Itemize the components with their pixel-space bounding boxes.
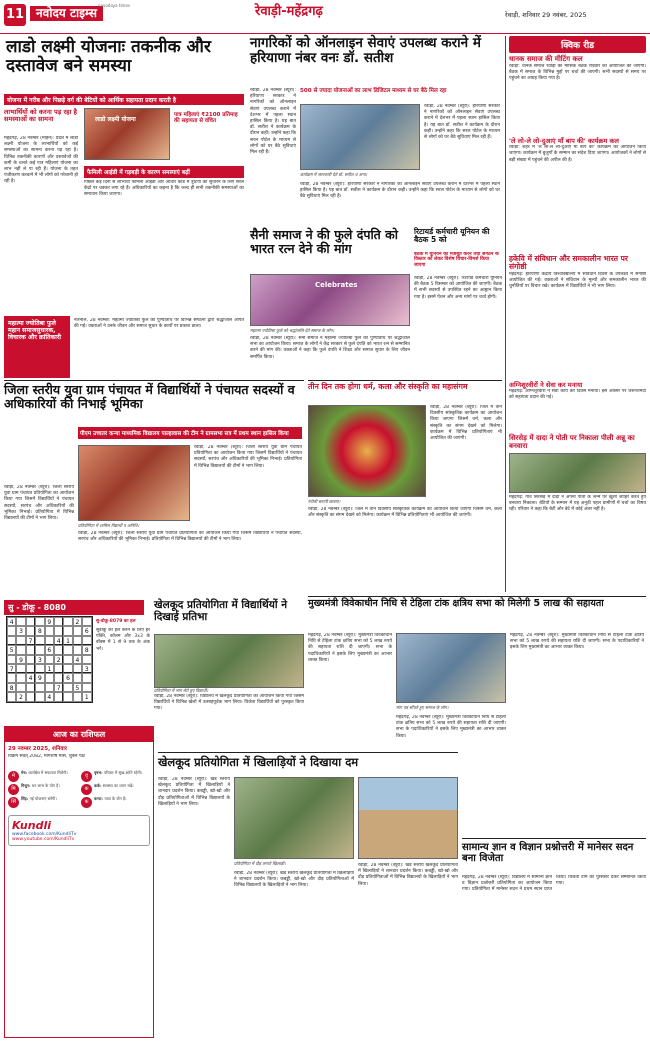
section-title: रेवाड़ी-महेंद्रगढ़: [255, 4, 323, 19]
body-right: रेवाड़ी, 28 नवम्बर (ब्यूरो): जिले में तीन दिवसीय सांस्कृतिक कार्यक्रम का आयोजन किया जाएगा जिसमें धर्म, कला और संस्कृति का संगम देखने को मिलेगा। कार्यक्रम में विभिन्न प्रतियोगिताएं भी आयोजित की जाएंगी।: [430, 405, 502, 442]
bullet: बैठक में यूनियन को मजबूत करने तथा संगठन के विस्तार को लेकर विशेष विचार-विमर्श किया जाएगा: [414, 252, 499, 268]
zodiac-item: [81, 797, 150, 808]
ad-brand: Kundli: [12, 819, 51, 832]
sudoku-cell: 1: [82, 692, 91, 701]
headline: रिटायर्ड कर्मचारी यूनियन की बैठक 5 को: [414, 227, 490, 245]
zodiac-sign-icon: मि: [8, 784, 19, 795]
sudoku-cell: 5: [7, 645, 16, 654]
headline: तीन दिन तक होगा धर्म, कला और संस्कृति का महासंगम: [308, 382, 468, 391]
zodiac-text: मिथुन: धन लाभ के योग हैं।: [21, 783, 60, 788]
zodiac-name: वृषभ:: [94, 770, 105, 775]
sudoku-title: सु - डोकू - 8080: [4, 600, 144, 615]
story-gk-quiz: [462, 838, 646, 1038]
zodiac-sign-icon: सिं: [8, 797, 19, 808]
sudoku-cell: [63, 664, 72, 673]
zodiac-item: [8, 797, 77, 808]
headline: सामान्य ज्ञान व विज्ञान प्रश्नोत्तरी में मानेसर सदन बना विजेता: [462, 842, 634, 865]
headline: मुख्यमंत्री विवेकाधीन निधि से टेहिला टांक क्षत्रिय सभा को मिलेगी 5 लाख की सहायता: [308, 598, 604, 609]
sidebar-h1: धानक समाज की मीटिंग कल: [509, 55, 583, 63]
sudoku-cell: 4: [73, 655, 82, 664]
zodiac-sign-icon: वृ: [81, 771, 92, 782]
sidebar-photo: [509, 453, 646, 493]
zodiac-item: [81, 784, 150, 795]
sudoku-cell: 3: [82, 664, 91, 673]
sudoku-cell: [82, 673, 91, 682]
sudoku-cell: 2: [16, 692, 25, 701]
zodiac-text: सिंह: नई योजनाएं बनेंगी।: [21, 796, 57, 801]
sudoku-cell: [26, 664, 35, 673]
body-left: रेवाड़ी, 28 नवम्बर (ब्यूरो): खंड स्तरीय खेलकूद प्रतियोगिता में खिलाड़ियों ने शानदार प्रदर्शन किया। कबड्डी, खो-खो और दौड़ प्रतियोगिताओं में विभिन्न विद्यालयों के खिलाड़ियों ने भाग लिया।: [158, 777, 230, 807]
sudoku-cell: [63, 692, 72, 701]
sidebar-b4: महेंद्रगढ़: अग्निशूरवीरों ने सेवा कार्य कर दिवस मनाया। इस अवसर पर जरूरतमंदों को सहायता प्रदान की गई।: [509, 389, 646, 401]
sudoku-cell: [45, 626, 54, 635]
sudoku-cell: [63, 655, 72, 664]
sudoku-cell: [7, 626, 16, 635]
story-sports-strength: [158, 752, 458, 1036]
dateline: रेवाड़ी, शनिवार 29 नवंबर, 2025: [505, 11, 587, 19]
sudoku-cell: [82, 655, 91, 664]
phule-box: [4, 316, 244, 378]
page-number: 11: [4, 4, 26, 26]
zodiac-item: [81, 771, 150, 782]
headline: लाडो लक्ष्मी योजनाः तकनीक और दस्तावेज बने समस्या: [6, 37, 211, 77]
sudoku-cell: 6: [45, 645, 54, 654]
rangoli-photo: [308, 405, 426, 497]
body-mid: महेंद्रगढ़, 28 नवम्बर (ब्यूरो): मुख्यमंत्री विवेकाधीन निधि से टेहिला टांक क्षत्रिय सभा को 5 लाख रुपये की सहायता राशि दी जाएगी। सभा के पदाधिकारियों ने इसके लिए मुख्यमंत्री का आभार व्यक्त किया।: [396, 715, 506, 739]
sudoku-cell: 4: [7, 617, 16, 626]
sidebar-h5: सिरसेड़ में दादा ने पोती पर निकाला पीली अन्नू का बनवारा: [509, 434, 635, 450]
sudoku-cell: 7: [7, 664, 16, 673]
caption: महात्मा ज्योतिबा फुले को श्रद्धांजलि देते समाज के लोग।: [250, 328, 335, 333]
sudoku-cell: 2: [73, 617, 82, 626]
body-bottom: रेवाड़ी, 28 नवम्बर (ब्यूरो): जिला स्तरीय युवा ग्राम पंचायत प्रतियोगिता का आयोजन किया गया जिसमें विद्यार्थियों ने पंचायत सदस्यों, सरपंच और अधिकारियों की भूमिका निभाई। प्रतियोगिता में विभिन्न विद्यालयों की टीमों ने भाग लिया।: [78, 531, 302, 543]
body: रेवाड़ी, 28 नवम्बर (ब्यूरो): जिला स्तरीय युवा ग्राम पंचायत प्रतियोगिता का आयोजन किया गया जिसमें विद्यार्थियों ने पंचायत सदस्यों, सरपंच और अधिकारियों की भूमिका निभाई। प्रतियोगिता में विभिन्न विद्यालयों की टीमों ने भाग लिया।: [4, 485, 74, 522]
sudoku-cell: 4: [26, 673, 35, 682]
caption: प्रतियोगिता में शामिल विद्यार्थी व अतिथि।: [78, 523, 140, 528]
body-bottom: रेवाड़ी, 28 नवम्बर (ब्यूरो): जिले में तीन दिवसीय सांस्कृतिक कार्यक्रम का आयोजन किया जाएगा जिसमें धर्म, कला और संस्कृति का संगम देखने को मिलेगा। कार्यक्रम में विभिन्न प्रतियोगिताएं भी आयोजित की जाएंगी।: [308, 507, 502, 519]
sudoku-cell: [82, 617, 91, 626]
event-photo: [396, 633, 506, 703]
story-online-services: [250, 36, 502, 226]
body-right: रेवाड़ी, 28 नवम्बर (ब्यूरो): जिला स्तरीय युवा ग्राम पंचायत प्रतियोगिता का आयोजन किया गया जिसमें विद्यार्थियों ने पंचायत सदस्यों, सरपंच और अधिकारियों की भूमिका निभाई। प्रतियोगिता में विभिन्न विद्यालयों की टीमों ने भाग लिया।: [194, 445, 302, 469]
red-strap: फैमिली आईडी में गड़बड़ी के कारण समस्याएं बढ़ीं: [84, 166, 244, 178]
zodiac-item: [8, 784, 77, 795]
sudoku-cell: [16, 673, 25, 682]
sidebar-header: क्विक रीड: [509, 36, 646, 53]
horoscope-intro: विक्रम संवत् 2082, मार्गशीर्ष मास, शुक्ल पक्ष: [8, 754, 85, 759]
sudoku-cell: 1: [45, 664, 54, 673]
sidebar-b1: रेवाड़ी: धानक समाज रेवाड़ी की मासिक बैठक रविवार को आयोजित की जाएगी। बैठक में समाज के विभिन्न मुद्दों पर चर्चा की जाएगी। सभी सदस्यों से समय पर पहुंचने का आग्रह किया गया है।: [509, 63, 646, 82]
zodiac-name: कन्या:: [94, 796, 105, 801]
sudoku-cell: [16, 664, 25, 673]
body-bottom: रेवाड़ी, 28 नवम्बर (ब्यूरो): हरियाणा सरकार ने नागरिकों को ऑनलाइन सेवाएं उपलब्ध कराने में देशभर में पहला स्थान हासिल किया है। यह बात डॉ. सतीश ने कार्यक्रम के दौरान कही। उन्होंने कहा कि सरल पोर्टल के माध्यम से लोगों को घर बैठे सुविधाएं मिल रही हैं।: [300, 182, 500, 200]
body-right: रेवाड़ी, 28 नवम्बर (ब्यूरो): खंड स्तरीय खेलकूद प्रतियोगिता में खिलाड़ियों ने शानदार प्रदर्शन किया। कबड्डी, खो-खो और दौड़ प्रतियोगिताओं में विभिन्न विद्यालयों के खिलाड़ियों ने भाग लिया।: [358, 863, 458, 887]
headline: खेलकूद प्रतियोगिता में विद्यार्थियों ने दिखाई प्रतिभा: [154, 599, 288, 623]
sudoku-cell: [26, 655, 35, 664]
sudoku-box: [4, 600, 150, 722]
headline: सैनी समाज ने की फुले दंपति को भारत रत्न देने की मांग: [250, 227, 398, 256]
sudoku-cell: 7: [26, 636, 35, 645]
story-sports-talent: [154, 600, 304, 748]
caption: प्रतियोगिता में दौड़ लगाते खिलाड़ी।: [234, 861, 286, 866]
sudoku-cell: 9: [16, 655, 25, 664]
track-photo: [358, 777, 458, 859]
zodiac-item: [8, 771, 77, 782]
sudoku-cell: 1: [63, 636, 72, 645]
sudoku-cell: [26, 626, 35, 635]
zodiac-name: मिथुन:: [21, 783, 32, 788]
event-photo: [300, 104, 420, 170]
sudoku-cell: [35, 692, 44, 701]
zodiac-list: [5, 768, 153, 811]
sudoku-cell: 6: [63, 673, 72, 682]
zodiac-text: कन्या: यात्रा के योग हैं।: [94, 796, 127, 801]
story-retired-union: [414, 228, 502, 378]
sudoku-cell: 5: [73, 683, 82, 692]
story-saini-samaj: [250, 228, 410, 378]
ad-facebook[interactable]: www.facebook.com/KundliTv: [12, 832, 77, 837]
sudoku-cell: 6: [82, 626, 91, 635]
sudoku-cell: [54, 692, 63, 701]
sudoku-cell: [73, 673, 82, 682]
caption: मांग पत्र सौंपते हुए समाज के लोग।: [396, 705, 449, 710]
caption: प्रतियोगिता में भाग लेते हुए विद्यार्थी।: [154, 688, 209, 693]
sudoku-cell: [63, 645, 72, 654]
bullet: पीएम उच्चतर कन्या माध्यमिक विद्यालय पाल्हावास की टीम ने ग्रामसभा सत्र में प्रथम स्थान हासिल किया: [78, 427, 302, 439]
sidebar-h4: अग्निशूरवीरों ने सेवा कर मनाया: [509, 380, 583, 389]
event-photo: [234, 777, 354, 859]
sudoku-cell: 8: [7, 683, 16, 692]
sudoku-cell: 8: [35, 626, 44, 635]
zodiac-name: कर्क:: [94, 783, 103, 788]
event-photo: [250, 274, 410, 326]
sudoku-cell: [7, 655, 16, 664]
sudoku-cell: [73, 692, 82, 701]
strap: योजना में गरीब और पिछड़े वर्ग की बेटियों को आर्थिक सहायता प्रदान करती है: [4, 94, 244, 105]
phule-title: महात्मा ज्योतिबा फुले महान समाजसुधारक, विचारक और क्रांतिकारी: [4, 316, 70, 378]
body-mid: रेवाड़ी, 28 नवम्बर (ब्यूरो): खंड स्तरीय खेलकूद प्रतियोगिता में खिलाड़ियों ने शानदार प्रदर्शन किया। कबड्डी, खो-खो और दौड़ प्रतियोगिताओं में विभिन्न विद्यालयों के खिलाड़ियों ने भाग लिया।: [234, 871, 354, 889]
sudoku-cell: [45, 636, 54, 645]
sudoku-grid: [6, 616, 93, 703]
masthead: [0, 0, 650, 34]
sudoku-cell: 9: [45, 617, 54, 626]
story-lado-lakshmi: [4, 36, 244, 266]
sudoku-cell: [26, 692, 35, 701]
headline: जिला स्तरीय युवा ग्राम पंचायत में विद्यार्थियों ने पंचायत सदस्यों व अधिकारियों की निभाई भूमिका: [4, 382, 295, 411]
sudoku-cell: [63, 683, 72, 692]
sudoku-cell: [54, 673, 63, 682]
zodiac-text: मेष: कार्यक्षेत्र में सफलता मिलेगी।: [21, 770, 68, 775]
zodiac-text: वृषभ: परिवार में सुख-शांति रहेगी।: [94, 770, 143, 775]
sudoku-cell: [73, 636, 82, 645]
story-culture-fest: [308, 380, 502, 592]
body-left: महेंद्रगढ़, 28 नवम्बर (ब्यूरो): मुख्यमंत्री विवेकाधीन निधि से टेहिला टांक क्षत्रिय सभा को 5 लाख रुपये की सहायता राशि दी जाएगी। सभा के पदाधिकारियों ने इसके लिए मुख्यमंत्री का आभार व्यक्त किया।: [308, 633, 392, 663]
story-youth-panchayat: [4, 380, 304, 598]
event-photo: [154, 634, 304, 688]
sudoku-cell: [16, 683, 25, 692]
sidebar-b2: रेवाड़ी: शहर में 'ले लो-ले लो-दुआएं माँ बाप की' कार्यक्रम का आयोजन किया जाएगा। कार्यक्रम में बुजुर्गों के सम्मान का संदेश दिया जाएगा। आयोजकों ने लोगों से बड़ी संख्या में पहुंचने की अपील की है।: [509, 145, 646, 163]
sudoku-cell: 4: [54, 636, 63, 645]
sudoku-cell: 4: [45, 692, 54, 701]
sidebar-b5: महेंद्रगढ़: गांव सिरसेड़ में दादा ने अपनी पोती के जन्म पर खुशी जाहिर करते हुए बनवारा निकाला। बेटियों के सम्मान में यह अनूठी पहल ग्रामीणों में चर्चा का विषय रही। परिवार ने कहा कि बेटी और बेटे में कोई अंतर नहीं है।: [509, 494, 646, 513]
zodiac-sign-icon: क: [81, 784, 92, 795]
sudoku-cell: [63, 617, 72, 626]
zodiac-text: कर्क: स्वास्थ्य का ध्यान रखें।: [94, 783, 134, 788]
sudoku-cell: [26, 617, 35, 626]
sudoku-cell: [35, 636, 44, 645]
body: रेवाड़ी, 28 नवम्बर (ब्यूरो): विद्यालय में खेलकूद प्रतियोगिता का आयोजन किया गया जिसमें विद्यार्थियों ने विभिन्न खेलों में उत्साहपूर्वक भाग लिया। विजेता विद्यार्थियों को पुरस्कृत किया गया।: [154, 694, 304, 712]
sidebar-h3: हकेवि में संविधान और समकालीन भारत पर संगोष्ठी: [509, 254, 628, 272]
body: रेवाड़ी, 28 नवम्बर (ब्यूरो): सैनी समाज ने महात्मा ज्योतिबा फुले की पुण्यतिथि पर श्रद्धांजलि सभा का आयोजन किया। समाज के लोगों ने केंद्र सरकार से फुले दंपति को भारत रत्न से सम्मानित करने की मांग की। वक्ताओं ने कहा कि फुले दंपति ने शिक्षा और समाज सुधार के लिए जीवन समर्पित किया।: [250, 336, 410, 360]
sudoku-cell: 3: [16, 626, 25, 635]
zodiac-sign-icon: क: [81, 797, 92, 808]
sudoku-cell: [26, 645, 35, 654]
sudoku-cell: [16, 645, 25, 654]
sudoku-cell: [73, 645, 82, 654]
body: रेवाड़ी, 28 नवम्बर (ब्यूरो): रिटायर्ड कर्मचारी यूनियन की बैठक 5 दिसम्बर को आयोजित की जाएगी। बैठक में सभी सदस्यों से उपस्थित रहने का आह्वान किया गया है। इसमें पेंशन और अन्य मांगों पर चर्चा होगी।: [414, 276, 502, 300]
sudoku-cell: 9: [35, 673, 44, 682]
sudoku-cell: 3: [35, 655, 44, 664]
sudoku-cell: [54, 664, 63, 673]
caption: रंगोली बनाती छात्राएं।: [308, 499, 341, 504]
sudoku-cell: [45, 655, 54, 664]
kundli-ad: [8, 815, 150, 846]
quick-read-sidebar: [505, 36, 646, 592]
sudoku-cell: [35, 664, 44, 673]
photo-banner: Celebrates: [315, 281, 358, 289]
body2: पिछले कई दिनों से लाभार्थी फैमिली आईडी और आधार कार्ड में त्रुटियों को सुधारने के लिए सरल केंद्रों पर चक्कर लगा रहे हैं। अधिकारियों का कहना है कि जल्द ही सभी तकनीकी समस्याओं का समाधान किया जाएगा।: [84, 180, 244, 198]
sudoku-cell: [35, 683, 44, 692]
sudoku-cell: [54, 626, 63, 635]
scheme-poster: [84, 108, 170, 160]
sudoku-prev-title: सु-डोकू-8079 का हल: [96, 619, 136, 624]
sudoku-cell: 8: [82, 645, 91, 654]
body-left: रेवाड़ी, 28 नवम्बर (ब्यूरो): हरियाणा सरकार ने नागरिकों को ऑनलाइन सेवाएं उपलब्ध कराने में देशभर में पहला स्थान हासिल किया है। यह बात डॉ. सतीश ने कार्यक्रम के दौरान कही। उन्होंने कहा कि सरल पोर्टल के माध्यम से लोगों को घर बैठे सुविधाएं मिल रही हैं।: [250, 88, 296, 156]
sudoku-note: सुडोकू को हल करने के लिए हर पंक्ति, कॉलम और 3x3 के बॉक्स में 1 से 9 तक के अंक भरें।: [96, 628, 150, 652]
sidebar-b3: महेंद्रगढ़: हरियाणा केंद्रीय विश्वविद्यालय में संविधान दिवस के उपलक्ष्य में संगोष्ठी आयोजित की गई। वक्ताओं ने संविधान के मूल्यों और समकालीन भारत की चुनौतियों पर विचार रखे। कार्यक्रम में विद्यार्थियों ने भी भाग लिया।: [509, 271, 646, 290]
poster-label: लाडो लक्ष्मी योजना: [95, 116, 136, 123]
body: महेंद्रगढ़, 28 नवम्बर (मोहन): प्रदेश में लाडो लक्ष्मी योजना के लाभार्थियों को कई समस्याओं का सामना करना पड़ रहा है। विभिन्न तकनीकी कारणों और दस्तावेजों की कमी के चलते कई पात्र महिलाएं योजना का लाभ नहीं ले पा रही हैं। योजना के तहत पंजीकरण करवाने में भी लोगों को परेशानी हो रही है।: [4, 136, 78, 185]
pull-quote: पात्र महिलाएं ₹2100 प्रतिमाह की सहायता से वंचित: [174, 112, 238, 125]
sudoku-cell: [35, 645, 44, 654]
sudoku-cell: [35, 617, 44, 626]
sudoku-cell: [16, 617, 25, 626]
sudoku-cell: 7: [54, 683, 63, 692]
sudoku-cell: [45, 683, 54, 692]
sudoku-cell: [7, 692, 16, 701]
paper-name: नवोदय टाइम्स: [30, 6, 103, 21]
event-photo: [78, 445, 190, 521]
sudoku-cell: [54, 617, 63, 626]
sudoku-cell: [82, 683, 91, 692]
ad-youtube[interactable]: www.youtube.com/KundliTv: [12, 837, 75, 842]
sidebar-h2: 'ले लो-ले लो-दुआएं माँ बाप की' कार्यक्रम कल: [509, 136, 619, 145]
bullet: 500 से ज्यादा योजनाओं का लाभ डिजिटल माध्यम से घर बैठे मिल रहा: [300, 88, 447, 94]
body-right: रेवाड़ी, 28 नवम्बर (ब्यूरो): हरियाणा सरकार ने नागरिकों को ऑनलाइन सेवाएं उपलब्ध कराने में देशभर में पहला स्थान हासिल किया है। यह बात डॉ. सतीश ने कार्यक्रम के दौरान कही। उन्होंने कहा कि सरल पोर्टल के माध्यम से लोगों को घर बैठे सुविधाएं मिल रही हैं।: [424, 104, 500, 141]
caption: कार्यक्रम में जानकारी देते डॉ. सतीश व अन्य।: [300, 172, 368, 177]
sudoku-cell: [73, 626, 82, 635]
horoscope-date: 29 नवम्बर 2025, शनिवार: [8, 746, 68, 752]
sudoku-cell: [63, 626, 72, 635]
sudoku-cell: [7, 636, 16, 645]
paper-sub: navodaya times: [98, 3, 131, 8]
sudoku-cell: [45, 673, 54, 682]
headline: खेलकूद प्रतियोगिता में खिलाड़ियों ने दिखाया दम: [158, 755, 359, 769]
horoscope-box: [4, 726, 154, 1038]
horoscope-title: आज का राशिफल: [5, 727, 153, 742]
sudoku-cell: 2: [54, 655, 63, 664]
zodiac-name: सिंह:: [21, 796, 30, 801]
sudoku-cell: [54, 645, 63, 654]
body-right: महेंद्रगढ़, 28 नवम्बर (ब्यूरो): मुख्यमंत्री विवेकाधीन निधि से टेहिला टांक क्षत्रिय सभा को 5 लाख रुपये की सहायता राशि दी जाएगी। सभा के पदाधिकारियों ने इसके लिए मुख्यमंत्री का आभार व्यक्त किया।: [510, 633, 644, 651]
zodiac-name: मेष:: [21, 770, 29, 775]
body: महेंद्रगढ़, 28 नवम्बर (ब्यूरो): विद्यालय में सामान्य ज्ञान व विज्ञान प्रश्नोत्तरी प्रतियोगिता का आयोजन किया गया। प्रतियोगिता में मानेसर सदन ने प्रथम स्थान प्राप्त किया। विजेता टीम को पुरस्कार देकर सम्मानित किया गया।: [462, 875, 646, 893]
headline: नागरिकों को ऑनलाइन सेवाएं उपलब्ध कराने में हरियाणा नंबर वनः डॉ. सतीश: [250, 35, 481, 67]
sudoku-cell: [73, 664, 82, 673]
sudoku-cell: [16, 636, 25, 645]
sudoku-cell: [7, 673, 16, 682]
sudoku-cell: [82, 636, 91, 645]
zodiac-sign-icon: मे: [8, 771, 19, 782]
sudoku-cell: [26, 683, 35, 692]
phule-body: नारनौल, 28 नवम्बर: महात्मा ज्योतिबा फुले की पुण्यतिथि पर विभिन्न संगठनों द्वारा श्रद्धांजलि अर्पित की गई। वक्ताओं ने उनके जीवन और समाज सुधार के कार्यों पर प्रकाश डाला।: [74, 318, 244, 330]
bullet: लाभार्थियों को करना पड़ रहा है समस्याओं का सामना: [4, 108, 77, 124]
